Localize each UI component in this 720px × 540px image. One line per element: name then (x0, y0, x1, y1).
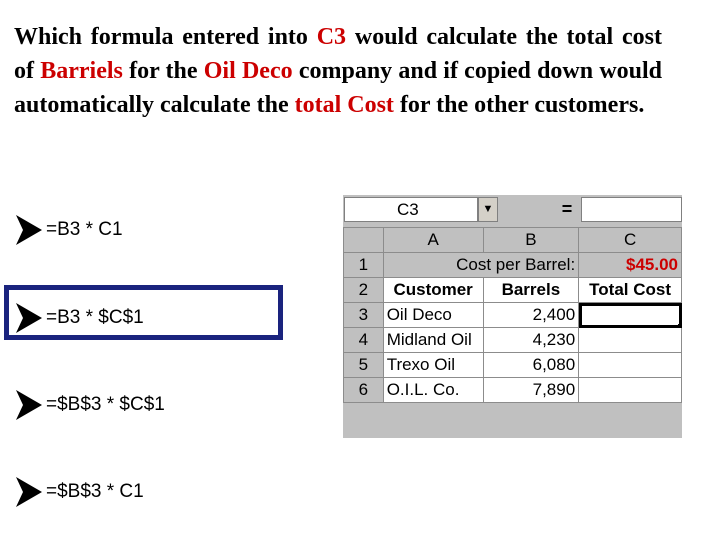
row-header[interactable]: 4 (344, 328, 384, 353)
customer-cell[interactable]: O.I.L. Co. (383, 378, 483, 403)
formula-input[interactable] (581, 197, 682, 222)
cost-per-barrel-label[interactable]: Cost per Barrel: (383, 253, 578, 278)
answer-option-2[interactable] (14, 298, 144, 338)
question-part: for the other customers. (393, 92, 645, 118)
arrow-bullet-icon (14, 214, 44, 246)
row-header[interactable]: 5 (344, 353, 384, 378)
name-box[interactable]: C3 (344, 197, 478, 222)
arrow-bullet-icon (14, 302, 44, 334)
barrels-cell[interactable]: 6,080 (483, 353, 579, 378)
formula-bar (343, 195, 682, 225)
question-part-cell-ref: C3 (316, 24, 347, 50)
total-cost-cell[interactable] (579, 328, 682, 353)
arrow-bullet-icon (14, 476, 44, 508)
answer-option-text: =B3 * $C$1 (46, 307, 144, 328)
answer-option-text: =$B$3 * $C$1 (46, 394, 165, 415)
spreadsheet (343, 195, 682, 438)
question-text (14, 20, 662, 122)
answer-option-text: =$B$3 * C1 (46, 481, 144, 502)
customer-header-cell[interactable]: Customer (383, 278, 483, 303)
row-header[interactable]: 1 (344, 253, 384, 278)
fill-handle[interactable] (678, 324, 682, 328)
column-header-b[interactable]: B (483, 228, 579, 253)
row-header[interactable]: 2 (344, 278, 384, 303)
column-header-a[interactable]: A (383, 228, 483, 253)
question-part: for the (122, 58, 204, 84)
customer-cell[interactable]: Trexo Oil (383, 353, 483, 378)
answer-option-1[interactable] (14, 210, 123, 250)
cell-grid (343, 227, 682, 403)
barrels-cell[interactable]: 4,230 (483, 328, 579, 353)
barrels-cell[interactable]: 7,890 (483, 378, 579, 403)
question-part: Which formula entered into (14, 24, 317, 50)
question-part-item: Barriels (40, 58, 123, 84)
barrels-cell[interactable]: 2,400 (483, 303, 579, 328)
total-cost-header-cell[interactable]: Total Cost (579, 278, 682, 303)
row-header[interactable]: 3 (344, 303, 384, 328)
question-part-total-cost: total Cost (294, 92, 394, 118)
arrow-bullet-icon (14, 389, 44, 421)
customer-cell[interactable]: Oil Deco (383, 303, 483, 328)
edit-formula-button[interactable]: = (561, 199, 573, 219)
answer-option-3[interactable] (14, 385, 165, 425)
answer-option-4[interactable] (14, 472, 144, 512)
total-cost-cell[interactable] (579, 353, 682, 378)
name-box-dropdown-icon[interactable]: ▼ (478, 197, 498, 222)
total-cost-cell[interactable] (579, 378, 682, 403)
question-part-company: Oil Deco (203, 58, 293, 84)
question-part: would calculate the total cost of (14, 24, 662, 84)
barrels-header-cell[interactable]: Barrels (483, 278, 579, 303)
question-part: company and if copied down would automatically calculate the (14, 58, 663, 118)
total-cost-cell-selected[interactable] (579, 303, 682, 328)
answer-option-text: =B3 * C1 (46, 219, 123, 240)
customer-cell[interactable]: Midland Oil (383, 328, 483, 353)
cost-per-barrel-value[interactable]: $45.00 (579, 253, 682, 278)
row-header[interactable]: 6 (344, 378, 384, 403)
select-all-corner[interactable] (344, 228, 384, 253)
column-header-c[interactable]: C (579, 228, 682, 253)
